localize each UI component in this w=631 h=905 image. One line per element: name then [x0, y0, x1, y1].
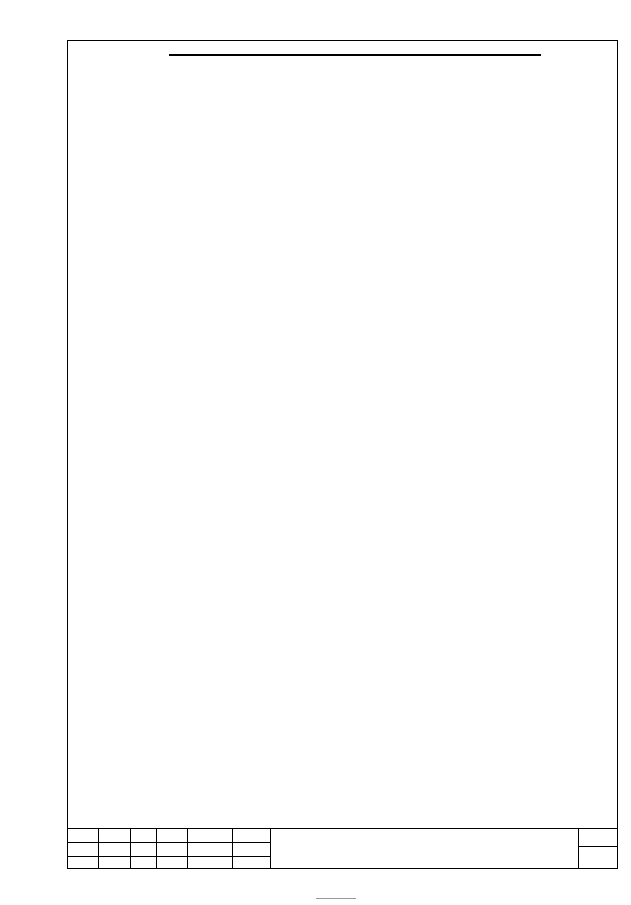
- scan-artifact: [316, 898, 356, 899]
- coordinates-document: [169, 48, 541, 56]
- stamp-divider: [156, 828, 157, 869]
- stamp-divider: [187, 828, 188, 869]
- stamp-divider: [98, 828, 99, 869]
- stamp-divider: [270, 828, 271, 869]
- stamp-rule: [578, 846, 618, 847]
- stamp-rule: [67, 856, 270, 857]
- final-section-header: [169, 54, 541, 56]
- stamp-divider: [130, 828, 131, 869]
- stamp-divider: [232, 828, 233, 869]
- stamp-divider: [578, 828, 579, 869]
- title-block: [67, 828, 618, 870]
- stamp-rule: [67, 842, 270, 843]
- page-frame: [67, 40, 618, 869]
